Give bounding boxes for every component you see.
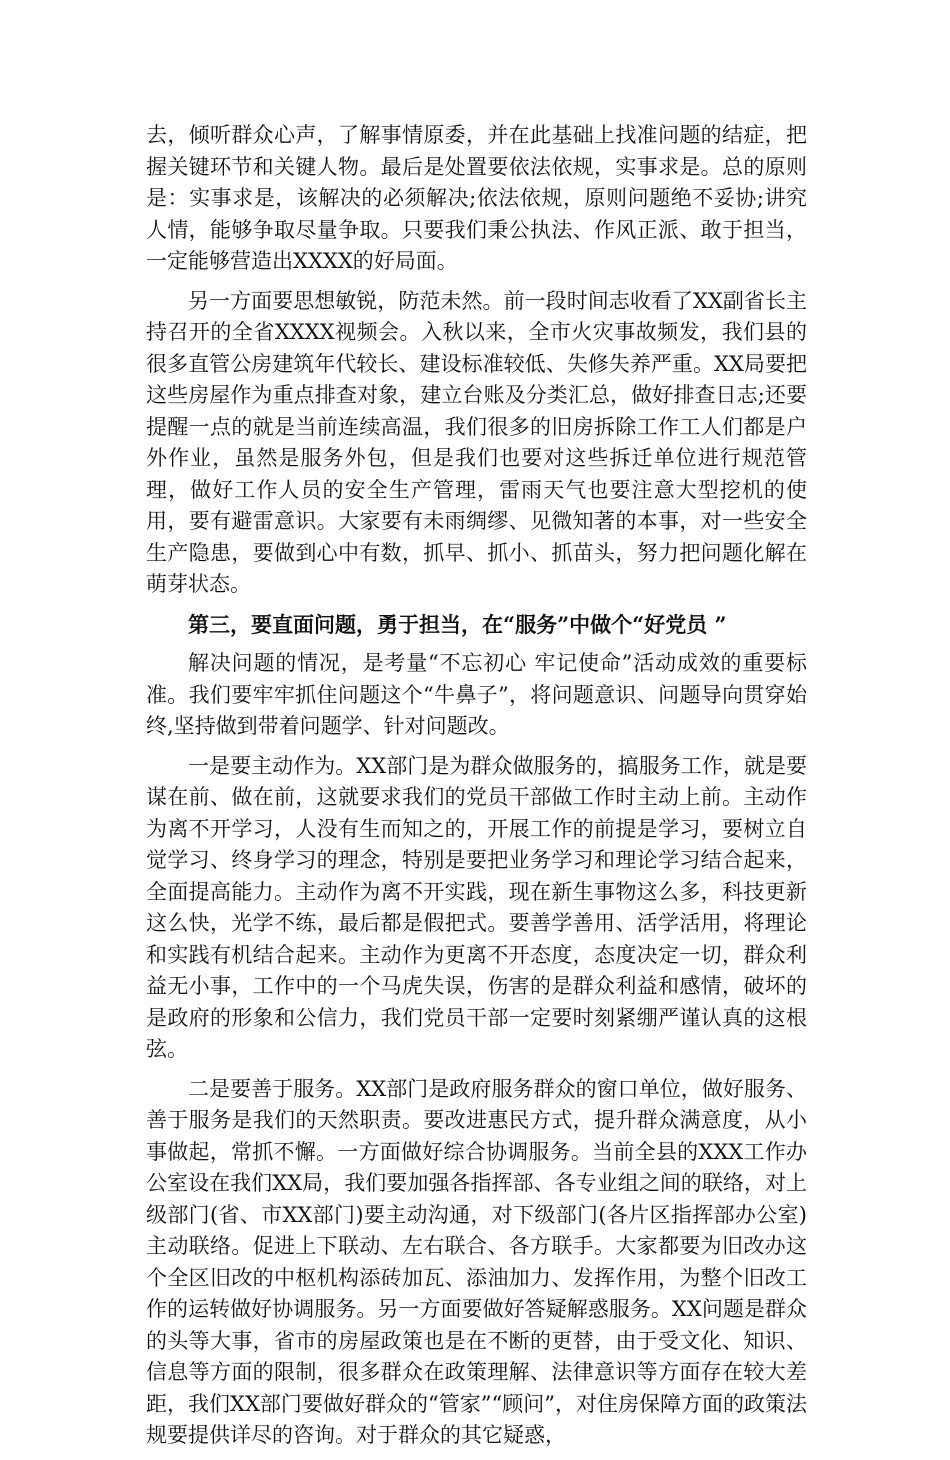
paragraph-good-service: 二是要善于服务。XX部门是政府服务群众的窗口单位，做好服务、善于服务是我们的天然职责。要改进惠民方式，提升群众满意度，从小事做起，常抓不懈。一方面做好综合协调服务。当前全县的XXX工作办公室设在我们XX局，我们要加强各指挥部、各专业组之间的联络，对上级部门(省、市XX部门)要主动沟通，对下级部门(各片区指挥部办公室)主动联络。促进上下联动、左右联合、各方联手。大家都要为旧改办这个全区旧改的中枢机构添砖加瓦、添油加力、发挥作用，为整个旧改工作的运转做好协调服务。另一方面要做好答疑解惑服务。XX问题是群众的头等大事，省市的房屋政策也是在不断的更替，由于受文化、知识、信息等方面的限制，很多群众在政策理解、法律意识等方面存在较大差距，我们XX部门要做好群众的“管家”“顾问”，对住房保障方面的政策法规要提供详尽的咨询。对于群众的其它疑惑， [146,1076,807,1447]
section-heading-third: 第三，要直面问题，勇于担当，在“服务”中做个“好党员 ” [188,611,727,637]
document-page [146,120,807,1460]
paragraph-continuation: 去，倾听群众心声，了解事情原委，并在此基础上找准问题的结症，把握关键环节和关键人物。最后是处置要依法依规，实事求是。总的原则是：实事求是，该解决的必须解决;依法依规，原则问题绝不妥协;讲究人情，能够争取尽量争取。只要我们秉公执法、作风正派、敢于担当，一定能够营造出XXXX的好局面。 [146,123,807,273]
paragraph-prevention: 另一方面要思想敏锐，防范未然。前一段时间志收看了XX副省长主持召开的全省XXXX视频会。入秋以来，全市火灾事故频发，我们县的很多直管公房建筑年代较长、建设标准较低、失修失养严重。XX局要把这些房屋作为重点排查对象，建立台账及分类汇总，做好排查日志;还要提醒一点的就是当前连续高温，我们很多的旧房拆除工作工人们都是户外作业，虽然是服务外包，但是我们也要对这些拆迁单位进行规范管理，做好工作人员的安全生产管理，雷雨天气也要注意大型挖机的使用，要有避雷意识。大家要有未雨绸缪、见微知著的本事，对一些安全生产隐患，要做到心中有数，抓早、抓小、抓苗头，努力把问题化解在萌芽状态。 [146,288,807,596]
paragraph-problem-solving: 解决问题的情况，是考量“不忘初心 牢记使命”活动成效的重要标准。我们要牢牢抓住问题这个“牛鼻子”，将问题意识、问题导向贯穿始终,坚持做到带着问题学、针对问题改。 [146,651,807,738]
paragraph-proactive-action: 一是要主动作为。XX部门是为群众做服务的，搞服务工作，就是要谋在前、做在前，这就要求我们的党员干部做工作时主动上前。主动作为离不开学习，人没有生而知之的，开展工作的前提是学习，要树立自觉学习、终身学习的理念，特别是要把业务学习和理论学习结合起来，全面提高能力。主动作为离不开实践，现在新生事物这么多，科技更新这么快，光学不练，最后都是假把式。要善学善用、活学活用，将理论和实践有机结合起来。主动作为更离不开态度，态度决定一切，群众利益无小事，工作中的一个马虎失误，伤害的是群众利益和感情，破坏的是政府的形象和公信力，我们党员干部一定要时刻紧绷严谨认真的这根弦。 [146,753,807,1061]
